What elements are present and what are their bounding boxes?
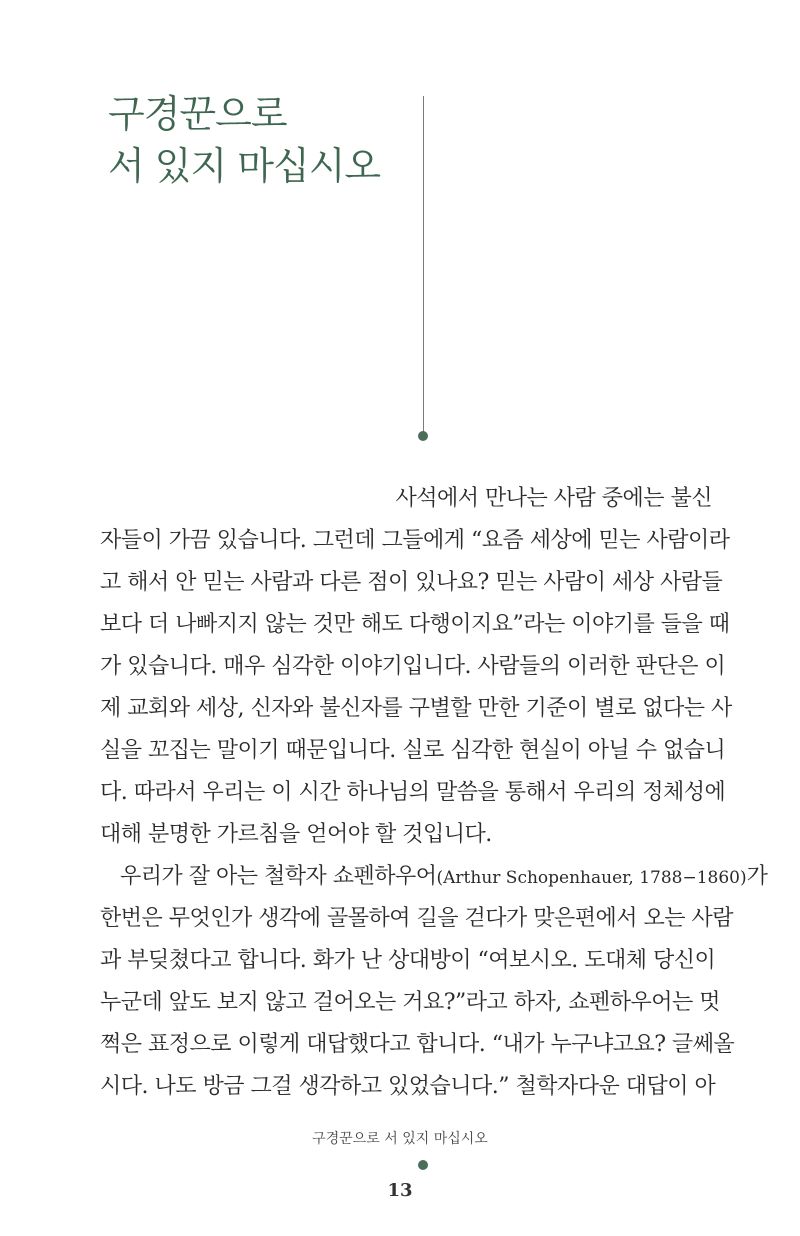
text-line: 한번은 무엇인가 생각에 골몰하여 길을 걷다가 맞은편에서 오는 사람	[100, 906, 734, 931]
running-head: 구경꾼으로 서 있지 마십시오	[312, 1131, 488, 1147]
divider-dot-ornament	[418, 431, 428, 441]
vertical-divider	[423, 96, 424, 432]
text-span: 우리가 잘 아는 철학자 쇼펜하우어	[120, 864, 437, 889]
chapter-title-line-1: 구경꾼으로	[108, 92, 287, 136]
text-line: 실을 꼬집는 말이기 때문입니다. 실로 심각한 현실이 아닐 수 없습니	[100, 738, 726, 763]
text-span: 가	[746, 864, 768, 889]
page-number: 13	[387, 1180, 413, 1201]
text-line: 다. 따라서 우리는 이 시간 하나님의 말씀을 통해서 우리의 정체성에	[100, 780, 726, 805]
text-line: 자들이 가끔 있습니다. 그런데 그들에게 “요즘 세상에 믿는 사람이라	[100, 528, 730, 553]
text-line: 대해 분명한 가르침을 얻어야 할 것입니다.	[100, 822, 492, 847]
text-line: 제 교회와 세상, 신자와 불신자를 구별할 만한 기준이 별로 없다는 사	[100, 696, 732, 721]
footer-dot-ornament	[418, 1160, 428, 1170]
text-line: 쩍은 표정으로 이렇게 대답했다고 합니다. “내가 누구냐고요? 글쎄올	[100, 1032, 735, 1057]
text-line: 시다. 나도 방금 그걸 생각하고 있었습니다.” 철학자다운 대답이 아	[100, 1074, 716, 1099]
text-line: 가 있습니다. 매우 심각한 이야기입니다. 사람들의 이러한 판단은 이	[100, 654, 726, 679]
chapter-title-line-2: 서 있지 마십시오	[108, 144, 381, 188]
text-line: 보다 더 나빠지지 않는 것만 해도 다행이지요”라는 이야기를 들을 때	[100, 612, 730, 637]
text-line: 고 해서 안 믿는 사람과 다른 점이 있나요? 믿는 사람이 세상 사람들	[100, 570, 723, 595]
text-line: 사석에서 만나는 사람 중에는 불신	[395, 486, 712, 511]
text-line: 누군데 앞도 보지 않고 걸어오는 거요?”라고 하자, 쇼펜하우어는 멋	[100, 990, 721, 1015]
name-annotation: (Arthur Schopenhauer, 1788−1860)	[436, 868, 747, 888]
paragraph-2-first-line	[100, 856, 768, 898]
body-text	[100, 478, 768, 1108]
text-line: 과 부딪쳤다고 합니다. 화가 난 상대방이 “여보시오. 도대체 당신이	[100, 948, 716, 973]
chapter-title	[108, 88, 380, 192]
